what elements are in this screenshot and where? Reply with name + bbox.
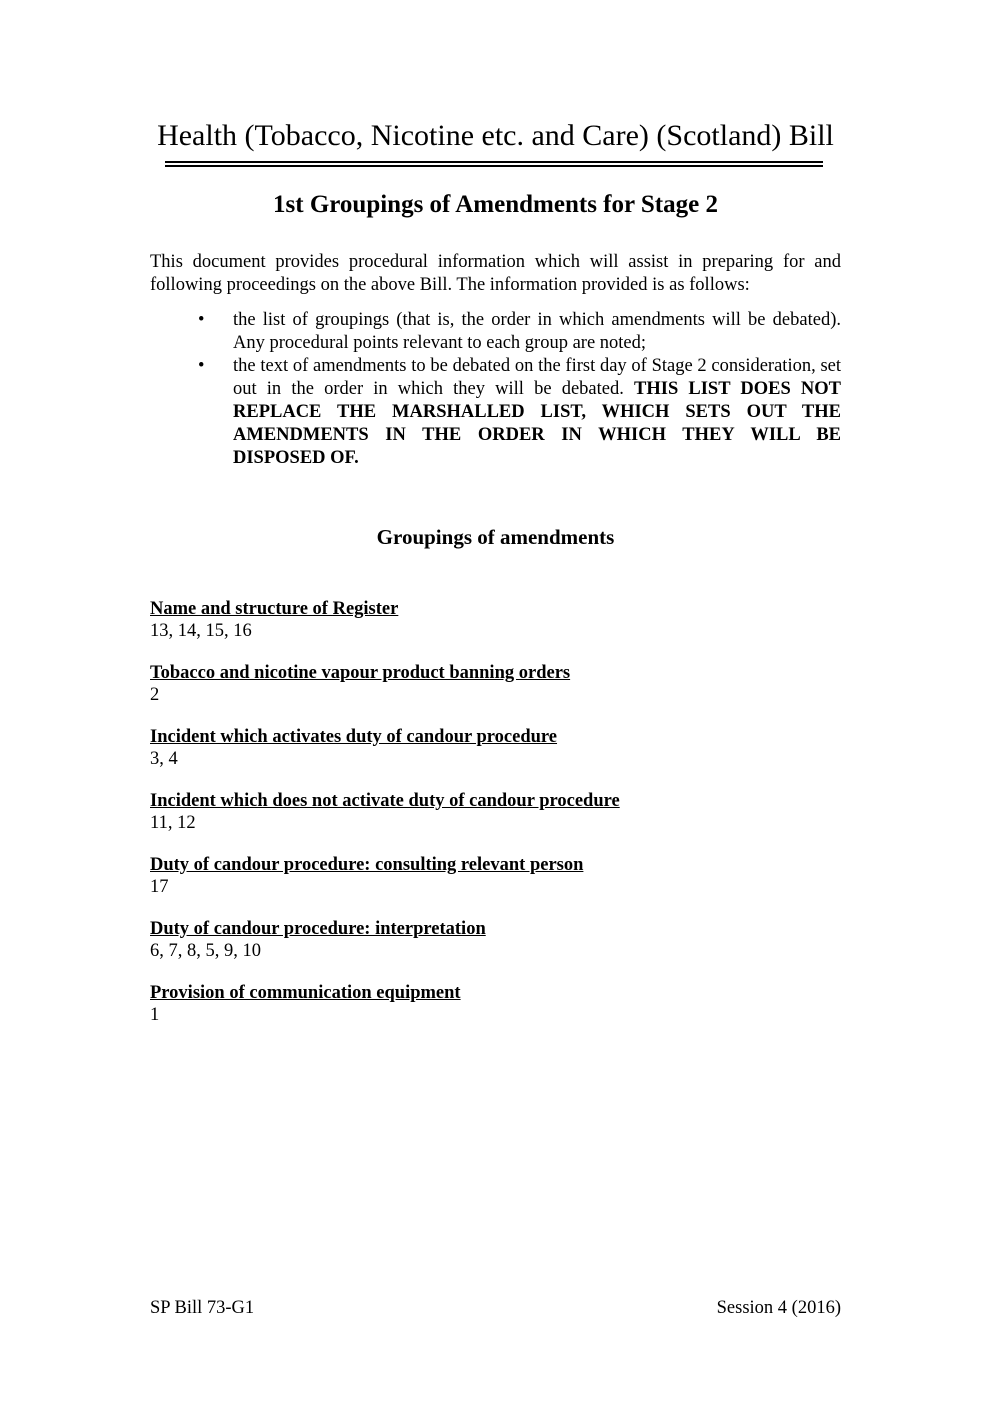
group-title: Duty of candour procedure: consulting relevant person: [150, 855, 584, 875]
title-double-rule: [165, 161, 823, 167]
groupings-list: [150, 598, 841, 1046]
group-amendments: 2: [150, 685, 160, 705]
list-item-text: the text of amendments to be debated on the first day of Stage 2 consideration, set out in the order in which they will be debated.: [233, 356, 841, 399]
bill-title: Health (Tobacco, Nicotine etc. and Care) (Scotland) Bill: [157, 119, 834, 152]
group-item: [150, 598, 841, 642]
groupings-heading: Groupings of amendments: [376, 525, 615, 549]
group-title: Incident which activates duty of candour procedure: [150, 727, 558, 747]
group-title: Incident which does not activate duty of candour procedure: [150, 791, 620, 811]
group-item: [150, 982, 841, 1026]
group-amendments: 11, 12: [150, 813, 196, 833]
document-subtitle: 1st Groupings of Amendments for Stage 2: [273, 191, 718, 218]
group-amendments: 17: [150, 877, 169, 897]
group-title: Tobacco and nicotine vapour product banning orders: [150, 663, 571, 683]
group-amendments: 3, 4: [150, 749, 178, 769]
group-amendments: 13, 14, 15, 16: [150, 621, 252, 641]
group-title: Provision of communication equipment: [150, 983, 461, 1003]
bullet-icon: •: [198, 356, 205, 376]
group-item: [150, 662, 841, 706]
list-item-bold-note: THIS LIST DOES NOT REPLACE THE MARSHALLED LIST, WHICH SETS OUT THE AMENDMENTS IN THE ORDER IN WHICH THEY WILL BE DISPOSED OF.: [233, 379, 841, 468]
group-amendments: 6, 7, 8, 5, 9, 10: [150, 941, 261, 961]
group-title: Duty of candour procedure: interpretation: [150, 919, 486, 939]
group-amendments: 1: [150, 1005, 160, 1025]
bill-reference: SP Bill 73-G1: [150, 1298, 255, 1318]
group-item: [150, 918, 841, 962]
bullet-icon: •: [198, 310, 205, 330]
list-item: [198, 355, 841, 470]
group-title: Name and structure of Register: [150, 599, 399, 619]
info-list: [198, 309, 841, 470]
intro-paragraph: This document provides procedural information which will assist in preparing for and following proceedings on the above Bill. The information provided is as follows:: [150, 252, 841, 295]
group-item: [150, 854, 841, 898]
group-item: [150, 790, 841, 834]
list-item-text: the list of groupings (that is, the order in which amendments will be debated). Any procedural points relevant to each group are noted;: [233, 310, 841, 353]
session-label: Session 4 (2016): [716, 1298, 841, 1318]
list-item: [198, 309, 841, 355]
group-item: [150, 726, 841, 770]
